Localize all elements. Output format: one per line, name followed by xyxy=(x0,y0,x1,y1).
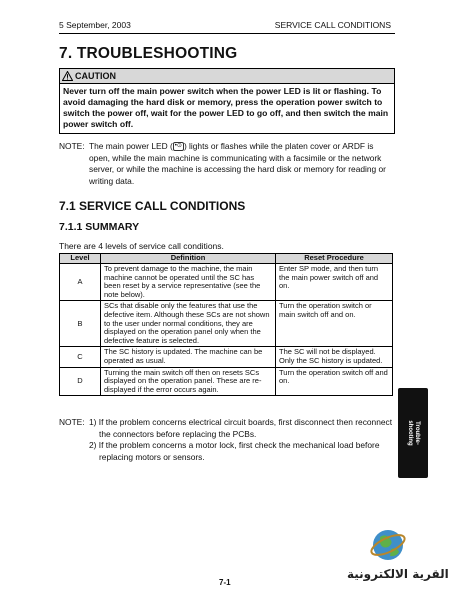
side-tab-line-1: Trouble- xyxy=(414,421,420,445)
table-header-row xyxy=(60,254,393,264)
note-led-text xyxy=(89,141,395,187)
caution-box xyxy=(59,68,395,134)
column-header-level: Level xyxy=(60,254,101,264)
header-section: SERVICE CALL CONDITIONS xyxy=(274,20,391,30)
section-title: 7.1 SERVICE CALL CONDITIONS xyxy=(59,199,246,213)
power-led-icon: •⊙ xyxy=(174,143,182,150)
caution-header xyxy=(60,69,394,84)
table-row xyxy=(60,301,393,347)
section-side-tab xyxy=(398,388,428,478)
list-item: 2) If the problem concerns a motor lock, first check the mechanical load before replacing motors or sensors. xyxy=(89,440,380,462)
level-cell: B xyxy=(60,301,101,347)
column-header-definition: Definition xyxy=(101,254,276,264)
reset-cell: Turn the operation switch off and on. xyxy=(276,367,393,396)
table-row xyxy=(60,264,393,301)
table-row xyxy=(60,367,393,396)
note-led-text-before: The main power LED ( xyxy=(89,141,173,151)
level-cell: D xyxy=(60,367,101,396)
note-label: NOTE: xyxy=(59,141,85,151)
list-item: 1) If the problem concerns electrical circuit boards, first disconnect then reconnect the connectors before replacing the PCBs. xyxy=(89,417,393,439)
reset-cell: The SC will not be displayed. Only the SC history is updated. xyxy=(276,347,393,367)
definition-cell: To prevent damage to the machine, the main machine cannot be operated until the SC has been reset by a service representative (see the note below). xyxy=(101,264,276,301)
note-led xyxy=(59,141,395,187)
column-header-reset: Reset Procedure xyxy=(276,254,393,264)
header-rule xyxy=(59,33,395,34)
header-date: 5 September, 2003 xyxy=(59,20,131,30)
sc-levels-table xyxy=(59,253,393,396)
reset-cell: Enter SP mode, and then turn the main power switch off and on. xyxy=(276,264,393,301)
side-tab-label xyxy=(406,420,420,445)
note-led-text-after: ) lights or flashes while the platen cover or ARDF is open, while the main machine is communicating with a facsimile or the network server, or while the machine is accessing the hard disk or memory for reading or writing data. xyxy=(89,141,386,186)
note-list xyxy=(89,417,395,463)
definition-cell: Turning the main switch off then on resets SCs displayed on the operation panel. These are re-displayed if the error occurs again. xyxy=(101,367,276,396)
globe-logo-icon xyxy=(368,525,408,570)
page-number: 7-1 xyxy=(219,578,231,587)
note-troubleshooting xyxy=(59,417,395,463)
definition-cell: SCs that disable only the features that use the defective item. Although these SCs are not shown to the user under normal conditions, they are displayed on the operation panel only when the defective feature is selected. xyxy=(101,301,276,347)
side-tab-line-2: shooting xyxy=(407,420,413,446)
subsection-title: 7.1.1 SUMMARY xyxy=(59,221,140,233)
caution-text: Never turn off the main power switch when the power LED is lit or flashing. To avoid damaging the hard disk or memory, press the operation power switch to switch the power off, wait for the power LED to go off, and then switch the main power switch off. xyxy=(63,86,389,129)
watermark-text: القرية الالكترونية xyxy=(347,567,449,581)
definition-cell: The SC history is updated. The machine can be operated as usual. xyxy=(101,347,276,367)
chapter-title: 7. TROUBLESHOOTING xyxy=(59,45,238,62)
warning-triangle-icon xyxy=(62,71,73,81)
note-label: NOTE: xyxy=(59,417,85,427)
caution-label: CAUTION xyxy=(75,71,116,81)
reset-cell: Turn the operation switch or main switch off and on. xyxy=(276,301,393,347)
section-intro: There are 4 levels of service call conditions. xyxy=(59,241,224,251)
level-cell: C xyxy=(60,347,101,367)
table-row xyxy=(60,347,393,367)
level-cell: A xyxy=(60,264,101,301)
